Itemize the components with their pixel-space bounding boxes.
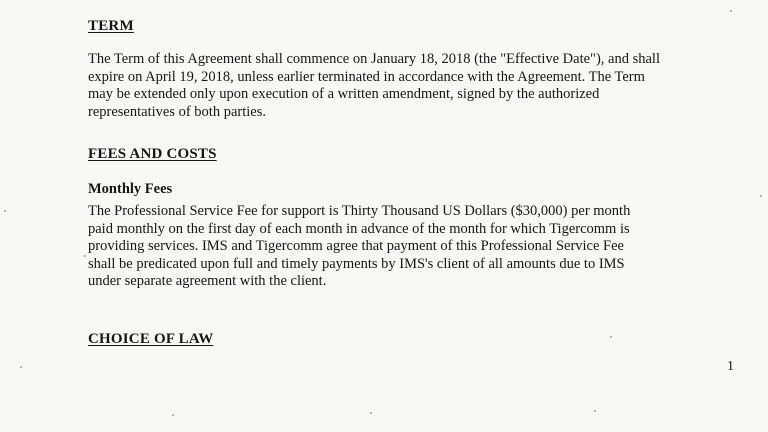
fees-line-4: shall be predicated upon full and timely payments by IMS's client of all amounts due to IMS (88, 255, 625, 272)
term-paragraph (88, 51, 728, 121)
scan-speck (20, 366, 22, 368)
page-number: 1 (727, 359, 734, 374)
fees-line-1: The Professional Service Fee for support is Thirty Thousand US Dollars ($30,000) per month (88, 203, 631, 219)
scan-speck (172, 414, 174, 416)
choice-of-law-heading: CHOICE OF LAW (88, 331, 214, 347)
term-line-4: representatives of both parties. (88, 103, 266, 120)
scan-speck (84, 255, 86, 257)
scan-speck (730, 10, 732, 12)
fees-and-costs-heading: FEES AND COSTS (88, 146, 217, 162)
term-line-3: may be extended only upon execution of a written amendment, signed by the authorized (88, 86, 600, 102)
scan-speck (370, 412, 372, 414)
fees-line-5: under separate agreement with the client. (88, 273, 327, 289)
scan-speck (4, 210, 6, 212)
scan-speck (760, 195, 762, 197)
fees-line-2: paid monthly on the first day of each month in advance of the month for which Tigercomm is (88, 220, 630, 237)
term-heading: TERM (88, 18, 134, 34)
scan-speck (610, 336, 612, 338)
fees-line-3: providing services. IMS and Tigercomm agree that payment of this Professional Service Fee (88, 238, 624, 254)
monthly-fees-subheading: Monthly Fees (88, 181, 173, 197)
fees-paragraph (88, 203, 728, 291)
term-line-2: expire on April 19, 2018, unless earlier terminated in accordance with the Agreement. The Term (88, 68, 645, 85)
term-line-1: The Term of this Agreement shall commence on January 18, 2018 (the "Effective Date"), and shall (88, 51, 660, 67)
scan-speck (594, 410, 596, 412)
